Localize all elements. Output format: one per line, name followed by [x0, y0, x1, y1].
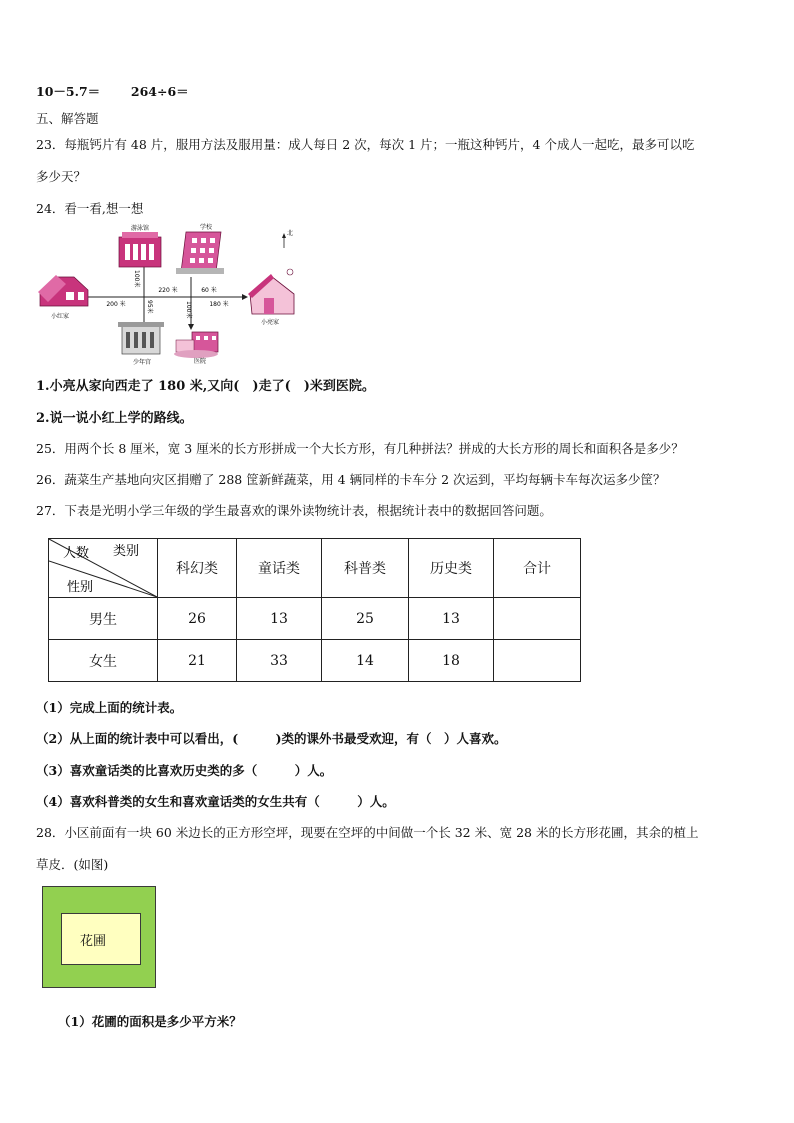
cell-boys-total[interactable]: [494, 598, 581, 640]
q26-text: 26．蔬菜生产基地向灾区捐赠了 288 筐新鲜蔬菜，用 4 辆同样的卡车分 2 次运到，平均每辆卡车每次运多少筐？: [36, 472, 666, 487]
youth-palace-label: 少年宫: [132, 359, 152, 366]
cell-girls-scifi: 21: [158, 640, 237, 682]
q28-sub1: （1）花圃的面积是多少平方米？: [58, 1014, 242, 1029]
q25-text: 25．用两个长 8 厘米，宽 3 厘米的长方形拼成一个大长方形，有几种拼法？拼成的大长方形的周长和面积各是多少？: [36, 441, 684, 456]
corner-diagonals: [49, 539, 157, 597]
cell-girls-science: 14: [322, 640, 409, 682]
xiaoliang-house-icon: [248, 269, 294, 314]
cell-girls-history: 18: [409, 640, 494, 682]
section-title: 五、解答题: [36, 111, 99, 126]
q27-sub2: （2）从上面的统计表中可以看出，( )类的课外书最受欢迎，有（ ）人喜欢。: [36, 731, 507, 746]
youth-palace-icon: [118, 322, 164, 354]
pool-label: 游泳馆: [130, 225, 150, 232]
q28-line2: 草皮．(如图): [36, 857, 109, 872]
header-science: 科普类: [322, 539, 409, 598]
cell-girls-fairy: 33: [237, 640, 322, 682]
hospital-label: 医院: [193, 358, 207, 365]
distance-200: 200 米: [106, 301, 126, 308]
distance-100-down: 100米: [185, 301, 192, 319]
flower-bed: [61, 913, 141, 965]
hospital-icon: [174, 332, 218, 358]
reading-stats-table: [48, 538, 581, 682]
cell-boys-science: 25: [322, 598, 409, 640]
header-fairy-tale: 童话类: [237, 539, 322, 598]
road-arrow-east: [242, 294, 248, 300]
q23-line2: 多少天？: [36, 169, 87, 184]
table-row-girls: [49, 640, 581, 682]
table-row-boys: [49, 598, 581, 640]
q28-line1: 28．小区前面有一块 60 米边长的正方形空坪，现要在空坪的中间做一个长 32 米、宽 28 米的长方形花圃，其余的植上: [36, 825, 699, 840]
q24-title: 24．看一看,想一想: [36, 201, 144, 216]
corner-category: 类别: [113, 544, 140, 559]
distance-95: 95米: [146, 300, 153, 314]
cell-boys-fairy: 13: [237, 598, 322, 640]
distance-100-up: 100米: [133, 270, 140, 288]
xiaohong-label: 小红家: [50, 313, 70, 320]
lawn-square: [42, 886, 156, 988]
q27-sub3: （3）喜欢童话类的比喜欢历史类的多（ ）人。: [36, 763, 333, 778]
q27-sub4: （4）喜欢科普类的女生和喜欢童话类的女生共有（ ）人。: [36, 794, 395, 809]
cell-boys-history: 13: [409, 598, 494, 640]
calc-expr-2: 264÷6＝: [130, 84, 189, 99]
corner-gender: 性别: [67, 580, 94, 595]
table-corner-cell: [49, 539, 158, 598]
header-history: 历史类: [409, 539, 494, 598]
direction-map: [36, 222, 306, 367]
cell-boys-scifi: 26: [158, 598, 237, 640]
corner-people: 人数: [63, 546, 90, 561]
calc-expr-1: 10－5.7＝: [36, 84, 101, 99]
distance-60: 60 米: [201, 287, 217, 294]
q24-sub2: 2.说一说小红上学的路线。: [36, 411, 193, 426]
calc-line: [36, 82, 189, 100]
distance-220: 220 米: [158, 287, 178, 294]
pool-building-icon: [119, 232, 161, 267]
cell-girls-total[interactable]: [494, 640, 581, 682]
row-label-girls: 女生: [49, 640, 158, 682]
row-label-boys: 男生: [49, 598, 158, 640]
xiaohong-house-icon: [38, 275, 88, 306]
q27-title: 27．下表是光明小学三年级的学生最喜欢的课外读物统计表，根据统计表中的数据回答问题。: [36, 503, 552, 518]
q24-sub1: 1.小亮从家向西走了 180 米,又向( )走了( )米到医院。: [36, 379, 375, 394]
flower-bed-label: 花圃: [80, 933, 107, 949]
school-building-icon: [176, 232, 224, 274]
header-scifi: 科幻类: [158, 539, 237, 598]
north-label: 北: [287, 230, 294, 237]
q27-sub1: （1）完成上面的统计表。: [36, 700, 183, 715]
school-label: 学校: [199, 224, 213, 231]
hospital-arrow: [188, 324, 194, 330]
xiaoliang-label: 小亮家: [260, 319, 280, 326]
header-total: 合计: [494, 539, 581, 598]
distance-180: 180 米: [209, 301, 229, 308]
q23-line1: 23．每瓶钙片有 48 片，服用方法及服用量：成人每日 2 次，每次 1 片；一瓶这种钙片，4 个成人一起吃，最多可以吃: [36, 137, 695, 152]
